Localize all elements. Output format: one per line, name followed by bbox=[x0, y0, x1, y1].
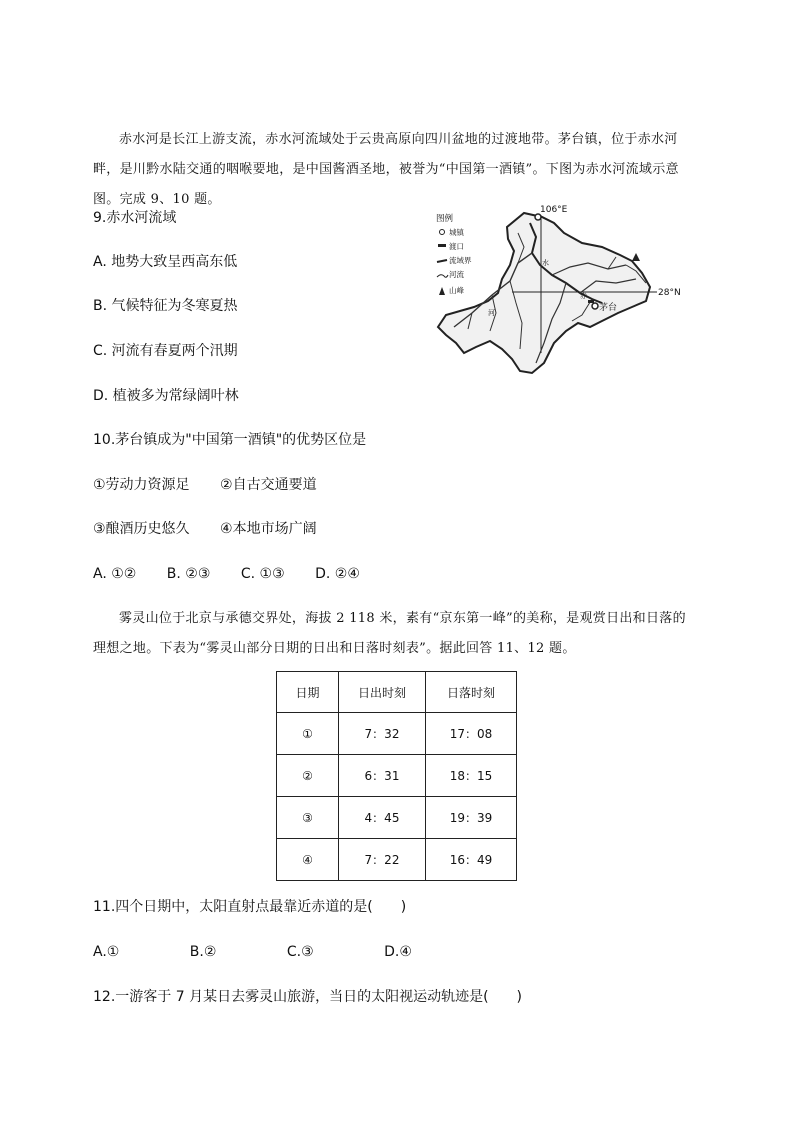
question-10-stem: 10.茅台镇成为"中国第一酒镇"的优势区位是 bbox=[93, 432, 367, 448]
question-10-option-a[interactable]: A. ①② bbox=[93, 566, 137, 582]
intro-passage-1: 赤水河是长江上游支流，赤水河流域处于云贵高原向四川盆地的过渡地带。茅台镇，位于赤水河畔，是川黔水陆交通的咽喉要地，是中国酱酒圣地，被誉为“中国第一酒镇”。下图为赤水河流域示意图。完成 9、10 题。 bbox=[93, 132, 679, 207]
table-cell: ④ bbox=[277, 839, 339, 881]
table-header: 日出时刻 bbox=[339, 672, 426, 713]
maotai-town-marker bbox=[592, 303, 598, 309]
legend-item: 城镇 bbox=[449, 228, 464, 237]
table-header: 日落时刻 bbox=[426, 672, 517, 713]
ferry-marker bbox=[588, 300, 594, 303]
statement-2: ②自古交通要道 bbox=[220, 477, 317, 493]
question-11-stem: 11.四个日期中，太阳直射点最靠近赤道的是( ) bbox=[93, 899, 407, 915]
river-name-char: 水 bbox=[542, 259, 549, 267]
table-row bbox=[277, 797, 517, 839]
longitude-label: 106°E bbox=[540, 205, 568, 215]
question-9-stem: 9.赤水河流域 bbox=[93, 210, 177, 226]
question-9-option-d[interactable]: D. 植被多为常绿阔叶林 bbox=[93, 388, 239, 404]
legend-item: 流域界 bbox=[449, 256, 472, 265]
legend-item: 渡口 bbox=[449, 242, 464, 251]
table-cell: ③ bbox=[277, 797, 339, 839]
statement-1: ①劳动力资源足 bbox=[93, 477, 190, 493]
peak-marker bbox=[632, 253, 640, 261]
question-10-option-b[interactable]: B. ②③ bbox=[166, 566, 211, 582]
legend-boundary-icon bbox=[437, 260, 447, 262]
question-9-option-a[interactable]: A. 地势大致呈西高东低 bbox=[93, 254, 238, 270]
question-10-option-d[interactable]: D. ②④ bbox=[315, 566, 360, 582]
table-cell: ② bbox=[277, 755, 339, 797]
legend-ferry-icon bbox=[438, 244, 446, 247]
legend-river-icon bbox=[437, 275, 448, 278]
question-11-option-b[interactable]: B.② bbox=[189, 944, 217, 960]
table-cell: 4：45 bbox=[339, 797, 426, 839]
table-header-row bbox=[277, 672, 517, 713]
table-row bbox=[277, 755, 517, 797]
legend-item: 河流 bbox=[449, 270, 464, 279]
question-11-option-c[interactable]: C.③ bbox=[286, 944, 314, 960]
question-9-option-c[interactable]: C. 河流有春夏两个汛期 bbox=[93, 343, 238, 359]
table-cell: 7：22 bbox=[339, 839, 426, 881]
intro-passage-2: 雾灵山位于北京与承德交界处，海拔 2 118 米，素有“京东第一峰”的美称，是观赏日出和日落的理想之地。下表为“雾灵山部分日期的日出和日落时刻表”。据此回答 11、12 题。 bbox=[93, 611, 686, 656]
river-name-char: 河 bbox=[488, 309, 495, 317]
question-10-items-row-2 bbox=[93, 514, 317, 544]
basin-boundary bbox=[438, 213, 650, 373]
table-row bbox=[277, 839, 517, 881]
table-cell: 19：39 bbox=[426, 797, 517, 839]
table-cell: 18：15 bbox=[426, 755, 517, 797]
question-10-option-c[interactable]: C. ①③ bbox=[240, 566, 285, 582]
question-10-options bbox=[93, 559, 360, 589]
legend-town-icon bbox=[440, 230, 445, 235]
table-cell: 17：08 bbox=[426, 713, 517, 755]
legend-title: 图例 bbox=[436, 214, 454, 224]
question-9-option-b[interactable]: B. 气候特征为冬寒夏热 bbox=[93, 298, 238, 314]
question-10-items-row-1 bbox=[93, 470, 317, 500]
statement-4: ④本地市场广阔 bbox=[220, 521, 317, 537]
sunrise-sunset-table bbox=[276, 671, 517, 881]
table-cell: 16：49 bbox=[426, 839, 517, 881]
table-cell: ① bbox=[277, 713, 339, 755]
question-12-stem: 12.一游客于 7 月某日去雾灵山旅游，当日的太阳视运动轨迹是( ) bbox=[93, 989, 522, 1005]
question-11-option-a[interactable]: A.① bbox=[93, 944, 120, 960]
latitude-label: 28°N bbox=[658, 288, 681, 298]
chishui-river-map bbox=[432, 203, 688, 381]
table-cell: 6：31 bbox=[339, 755, 426, 797]
river-name-char: 赤 bbox=[580, 292, 587, 300]
maotai-label: 茅台 bbox=[599, 303, 618, 313]
table-cell: 7：32 bbox=[339, 713, 426, 755]
table-row bbox=[277, 713, 517, 755]
statement-3: ③酿酒历史悠久 bbox=[93, 521, 190, 537]
legend-item: 山峰 bbox=[449, 286, 464, 295]
question-11-option-d[interactable]: D.④ bbox=[384, 944, 412, 960]
table-header: 日期 bbox=[277, 672, 339, 713]
question-11-options bbox=[93, 937, 412, 967]
legend-peak-icon bbox=[439, 287, 445, 295]
